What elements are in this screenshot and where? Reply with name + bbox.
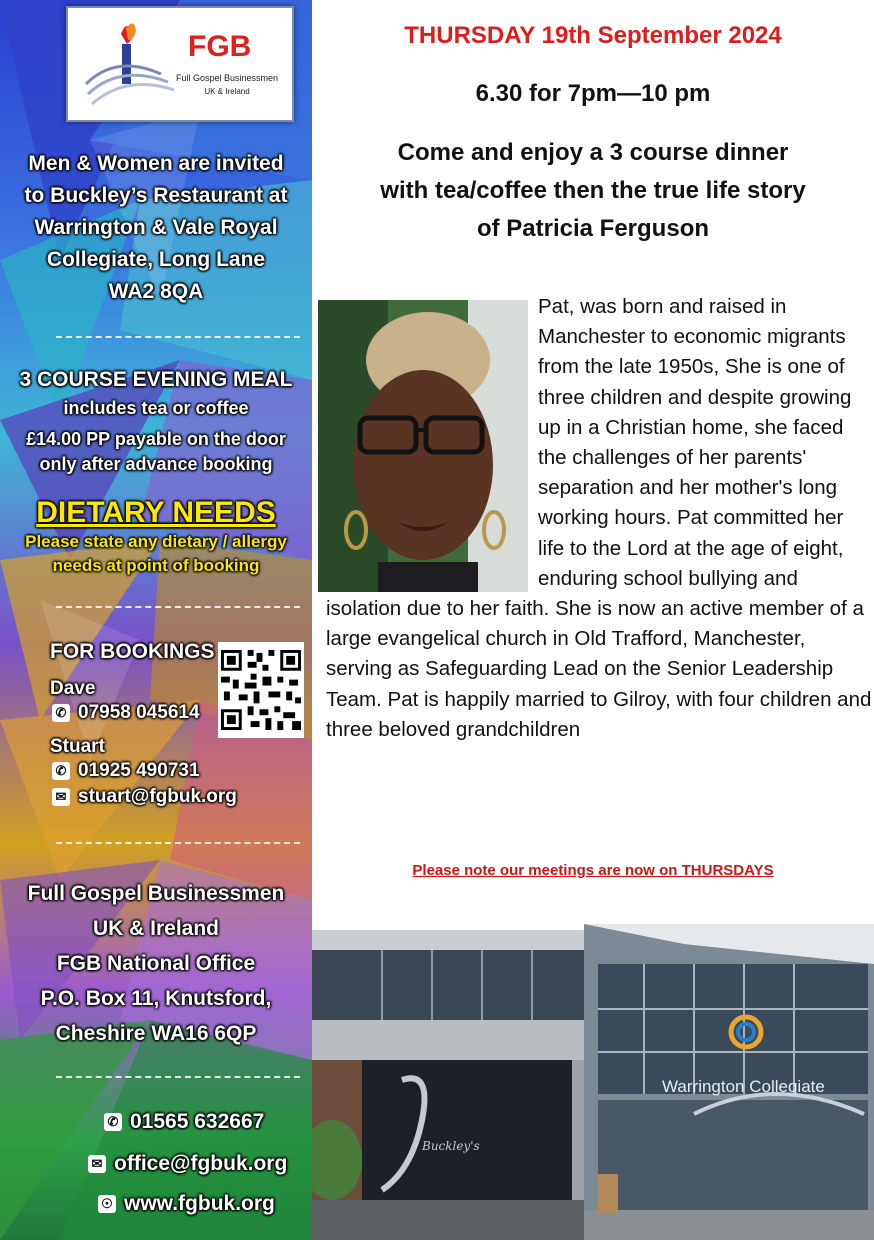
- office-line: UK & Ireland: [92, 917, 220, 940]
- photo-spacer: [326, 292, 538, 592]
- speaker-story: [326, 292, 872, 745]
- bookings-title: FOR BOOKINGS: [50, 640, 215, 663]
- dietary-line2: needs at point of booking: [52, 556, 260, 575]
- email-icon: ✉: [88, 1155, 106, 1173]
- phone-icon: ✆: [104, 1113, 122, 1131]
- invite-line: Collegiate, Long Lane: [46, 248, 266, 271]
- invite-line: WA2 8QA: [108, 280, 204, 303]
- invite-heading-line: with tea/coffee then the true life story: [380, 177, 806, 204]
- office-line: Cheshire WA16 6QP: [55, 1022, 257, 1045]
- office-email-row[interactable]: [88, 1152, 287, 1176]
- meal-price: £14.00: [26, 429, 82, 449]
- sidebar: [0, 0, 312, 1240]
- contact1-name: Dave: [50, 678, 96, 699]
- contact1-phone-row[interactable]: [52, 702, 200, 724]
- invite-heading-line: Come and enjoy a 3 course dinner: [397, 139, 789, 166]
- contact2-email-row[interactable]: [52, 786, 237, 808]
- college-sign: Warrington Collegiate: [662, 1077, 825, 1096]
- event-date: THURSDAY 19th September 2024: [404, 22, 782, 49]
- torch-logo-icon: [76, 14, 176, 114]
- contact2-name: Stuart: [50, 736, 105, 757]
- invite-line: Warrington & Vale Royal: [34, 216, 278, 239]
- divider: [56, 1076, 300, 1078]
- dietary-title: DIETARY NEEDS: [36, 496, 276, 529]
- office-line: P.O. Box 11, Knutsford,: [40, 987, 272, 1010]
- meal-title: 3 COURSE EVENING MEAL: [19, 368, 293, 391]
- meal-info: [0, 364, 312, 477]
- meal-price-line: [0, 427, 312, 452]
- office-address: [0, 876, 312, 1051]
- phone-icon: ✆: [52, 704, 70, 722]
- event-time: 6.30 for 7pm—10 pm: [475, 80, 711, 107]
- office-web: www.fgbuk.org: [124, 1192, 275, 1215]
- restaurant-sign: Buckley's: [422, 1139, 480, 1153]
- email-icon: ✉: [52, 788, 70, 806]
- dietary-needs: [0, 496, 312, 578]
- phone-icon: ✆: [52, 762, 70, 780]
- logo-subtitle-2: UK & Ireland: [204, 87, 250, 96]
- contact2-phone-row[interactable]: [52, 760, 200, 782]
- fgb-logo: [66, 6, 294, 122]
- globe-icon: ☉: [98, 1195, 116, 1213]
- contact2-phone: 01925 490731: [78, 760, 200, 781]
- dietary-line1: Please state any dietary / allergy: [25, 532, 287, 551]
- logo-subtitle-1: Full Gospel Businessmen: [175, 73, 279, 83]
- invite-line: to Buckley’s Restaurant at: [24, 184, 288, 207]
- meal-price-line2: only after advance booking: [39, 454, 273, 474]
- invite-heading-line: of Patricia Ferguson: [476, 215, 710, 242]
- office-phone: 01565 632667: [130, 1110, 265, 1133]
- meal-subtitle: includes tea or coffee: [63, 398, 249, 418]
- event-invite: [312, 134, 874, 248]
- contact2-email: stuart@fgbuk.org: [78, 786, 237, 807]
- restaurant-photo: [312, 930, 584, 1240]
- office-line: FGB National Office: [56, 952, 256, 975]
- invite-line: Men & Women are invited: [28, 152, 284, 175]
- logo-subtitle: [172, 72, 282, 98]
- qr-code[interactable]: [218, 642, 304, 738]
- office-web-row[interactable]: [98, 1192, 275, 1216]
- divider: [56, 606, 300, 608]
- contact1-phone: 07958 045614: [78, 702, 200, 723]
- story-text: Pat, was born and raised in Manchester to economic migrants from the late 1950s, She is one of three children and despite growing up in a Christian home, she faced the challenges of her parents' separation and her mother's long working hours. Pat committed her life to the Lord at the age of eight, enduring school bullying and isolation due to her faith. She is now an active member of a large evangelical church in Old Trafford, Manchester, serving as Safeguarding Lead on the Senior Leadership Team. Pat is happily married to Gilroy, with four children and three beloved grandchildren: [326, 295, 872, 741]
- meal-price-text: PP payable on the door: [86, 429, 286, 449]
- office-line: Full Gospel Businessmen: [27, 882, 285, 905]
- college-photo: [584, 924, 874, 1240]
- logo-brand: FGB: [188, 30, 252, 63]
- sidebar-invite: [0, 148, 312, 308]
- meeting-note: Please note our meetings are now on THURSDAYS: [412, 862, 774, 879]
- divider: [56, 336, 300, 338]
- office-phone-row[interactable]: [104, 1110, 264, 1134]
- office-email: office@fgbuk.org: [114, 1152, 288, 1175]
- divider: [56, 842, 300, 844]
